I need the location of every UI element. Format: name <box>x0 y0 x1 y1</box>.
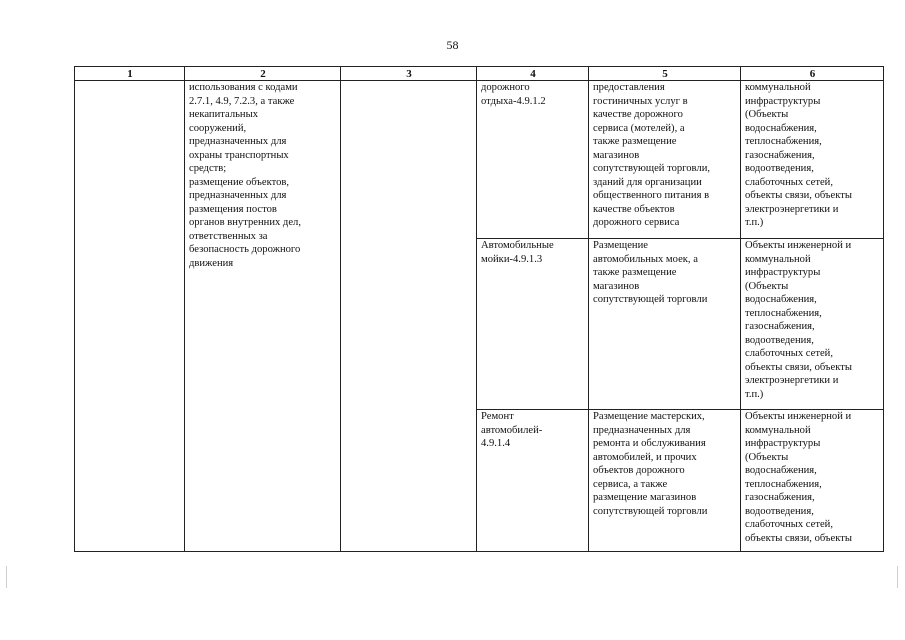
row-1-infrastructure <box>741 81 884 239</box>
row-1-use-name <box>477 81 589 239</box>
row-2-infrastructure-text: Объекты инженерной и коммунальной инфраструктуры (Объекты водоснабжения, теплоснабжения, газоснабжения, водоотведения, слаботочных сетей, объекты связи, объекты электроэнергетики и т.п.) <box>745 240 852 400</box>
scan-edge-mark-left <box>6 566 7 588</box>
row-3-use-description <box>589 410 741 552</box>
row-2-use-name-text: Автомобильные мойки-4.9.1.3 <box>481 240 554 265</box>
row-2-use-name <box>477 239 589 410</box>
row-3-use-description-text: Размещение мастерских, предназначенных для ремонта и обслуживания автомобилей, и прочих объектов дорожного сервиса, а также размещение магазинов сопутствующей торговли <box>593 411 708 517</box>
column-header-5: 5 <box>589 67 741 81</box>
row-3-infrastructure <box>741 410 884 552</box>
row-1-infrastructure-text: коммунальной инфраструктуры (Объекты водоснабжения, теплоснабжения, газоснабжения, водоотведения, слаботочных сетей, объекты связи, объекты электроэнергетики и т.п.) <box>745 82 852 228</box>
row-3-use-name <box>477 410 589 552</box>
table-header-row <box>75 67 884 81</box>
row-2-infrastructure <box>741 239 884 410</box>
row-1-use-description-text: предоставления гостиничных услуг в качестве дорожного сервиса (мотелей), а также размещение магазинов сопутствующей торговли, зданий для организации общественного питания в качестве объектов дорожного сервиса <box>593 82 711 228</box>
column-header-6: 6 <box>741 67 884 81</box>
row-2-use-description <box>589 239 741 410</box>
row-1-use-name-text: дорожного отдыха-4.9.1.2 <box>481 82 546 107</box>
column-2-cell <box>185 81 341 552</box>
column-2-text: использования с кодами 2.7.1, 4.9, 7.2.3, а также некапитальных сооружений, предназначенных для охраны транспортных средств; размещение объектов, предназначенных для размещения постов органов внутренних дел, ответственных за безопасность дорожного движения <box>189 82 301 269</box>
row-2-use-description-text: Размещение автомобильных моек, а также размещение магазинов сопутствующей торговли <box>593 240 708 305</box>
page-number: 58 <box>446 38 459 52</box>
row-3-use-name-text: Ремонт автомобилей- 4.9.1.4 <box>481 411 543 449</box>
permitted-use-table <box>74 66 884 552</box>
column-1-cell <box>75 81 185 552</box>
column-header-2: 2 <box>185 67 341 81</box>
row-3-infrastructure-text: Объекты инженерной и коммунальной инфраструктуры (Объекты водоснабжения, теплоснабжения, газоснабжения, водоотведения, слаботочных сетей, объекты связи, объекты <box>745 411 852 544</box>
column-header-4: 4 <box>477 67 589 81</box>
column-header-1: 1 <box>75 67 185 81</box>
scan-edge-mark-right <box>897 566 898 588</box>
column-header-3: 3 <box>341 67 477 81</box>
column-3-cell <box>341 81 477 552</box>
table-row <box>75 81 884 239</box>
row-1-use-description <box>589 81 741 239</box>
